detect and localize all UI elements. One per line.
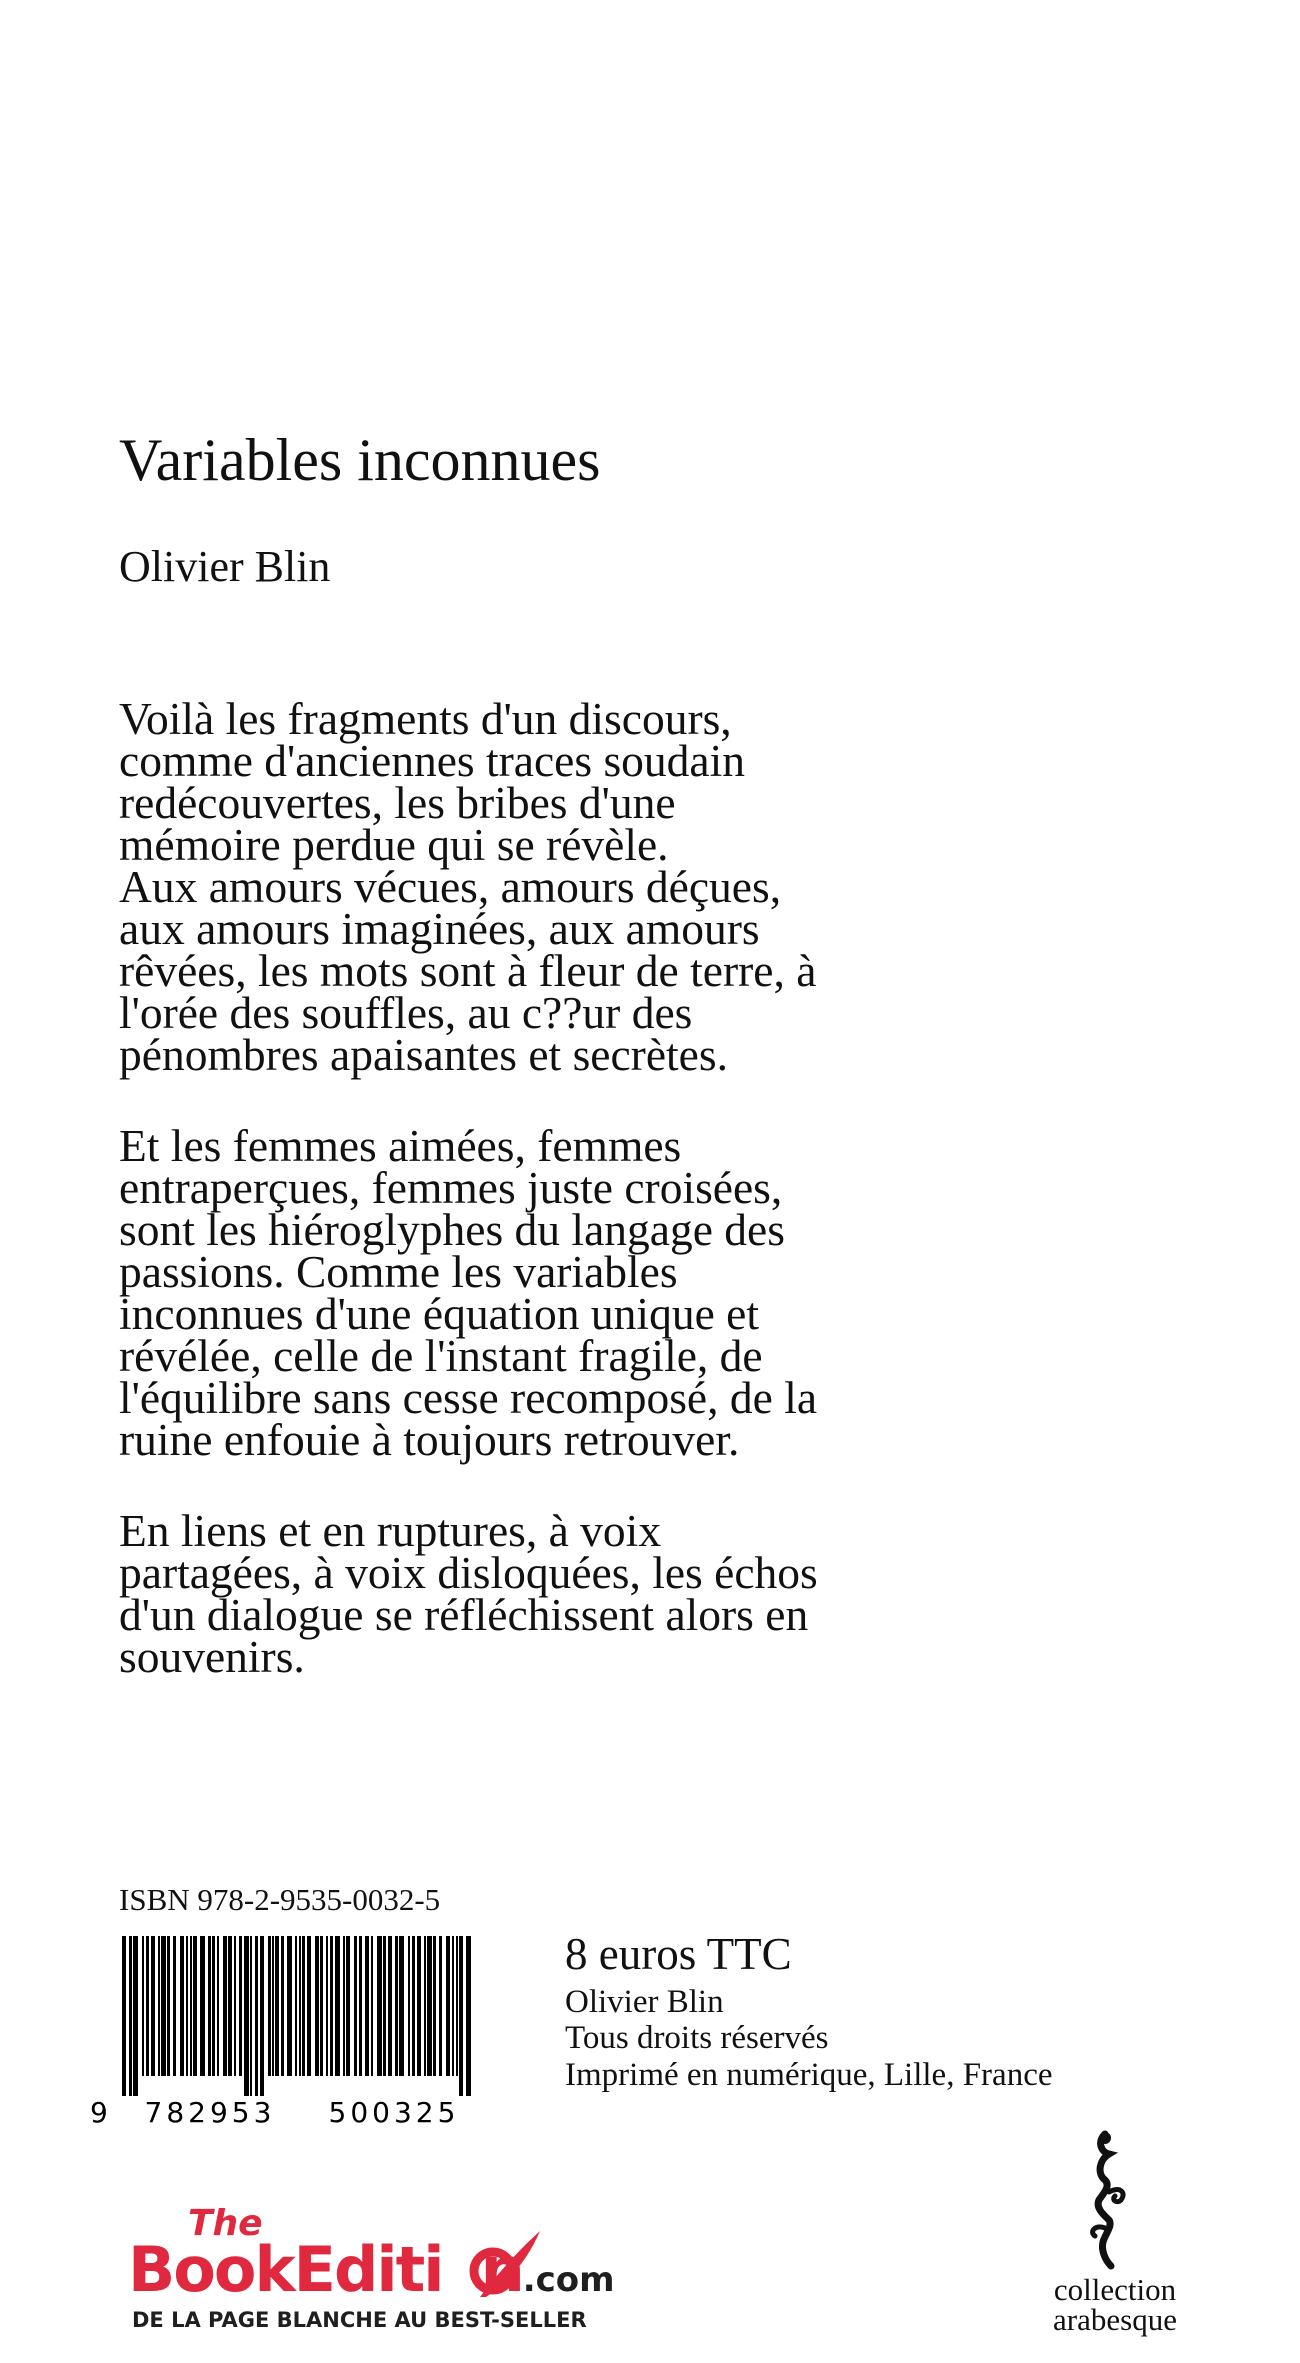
barcode-bar bbox=[173, 1936, 176, 2076]
blurb-line: Aux amours vécues, amours déçues, bbox=[119, 861, 782, 912]
blurb-line: ruine enfouie à toujours retrouver. bbox=[119, 1414, 740, 1465]
barcode-bar bbox=[408, 1936, 410, 2076]
logo-tagline: DE LA PAGE BLANCHE AU BEST-SELLER bbox=[132, 2308, 587, 2332]
rights-notice: Tous droits réservés bbox=[565, 2020, 829, 2056]
barcode-bar bbox=[133, 1936, 138, 2096]
blurb-paragraph-3 bbox=[119, 1505, 999, 1682]
barcode-bar bbox=[399, 1936, 404, 2076]
barcode-digits-right: 500325 bbox=[328, 2096, 460, 2129]
barcode-bar bbox=[346, 1936, 350, 2076]
barcode-bar bbox=[228, 1936, 232, 2076]
barcode-bar bbox=[459, 1936, 463, 2096]
barcode-bar bbox=[239, 1936, 242, 2076]
arabesque-ornament-icon bbox=[1075, 2130, 1135, 2270]
barcode-bar bbox=[212, 1936, 215, 2076]
barcode-bar bbox=[287, 1936, 292, 2076]
barcode-bar bbox=[354, 1936, 357, 2076]
barcode-bar bbox=[446, 1936, 450, 2076]
blurb-line: pénombres apaisantes et secrètes. bbox=[119, 1029, 728, 1080]
logo-the: The bbox=[188, 2203, 263, 2244]
blurb-line: révélée, celle de l'instant fragile, de bbox=[119, 1330, 763, 1381]
price: 8 euros TTC bbox=[565, 1929, 792, 1979]
blurb-line: En liens et en ruptures, à voix bbox=[119, 1505, 662, 1556]
blurb-line: d'un dialogue se réfléchissent alors en bbox=[119, 1589, 809, 1640]
barcode-bar bbox=[359, 1936, 362, 2076]
barcode-bar bbox=[433, 1936, 436, 2076]
barcode-bar bbox=[307, 1936, 311, 2076]
collection-line-1: collection bbox=[1053, 2272, 1177, 2307]
barcode-bar bbox=[466, 1936, 471, 2096]
isbn-label: ISBN 978-2-9535-0032-5 bbox=[119, 1882, 441, 1917]
blurb-line: Et les femmes aimées, femmes bbox=[119, 1120, 682, 1171]
barcode bbox=[82, 1930, 492, 2130]
barcode-bar bbox=[427, 1936, 432, 2076]
blurb-line: l'équilibre sans cesse recomposé, de la bbox=[119, 1372, 818, 1423]
barcode-bar bbox=[186, 1936, 188, 2076]
logo-brand-a: BookEditi bbox=[128, 2233, 443, 2306]
copyright-holder: Olivier Blin bbox=[565, 1984, 724, 2020]
barcode-bar bbox=[302, 1936, 305, 2076]
barcode-bar bbox=[281, 1936, 284, 2076]
blurb-line: Voilà les fragments d'un discours, bbox=[119, 693, 732, 744]
blurb-line: souvenirs. bbox=[119, 1631, 305, 1682]
blurb-line: passions. Comme les variables bbox=[119, 1246, 678, 1297]
barcode-bar bbox=[167, 1936, 170, 2076]
blurb-paragraph-2 bbox=[119, 1120, 999, 1465]
barcode-bar bbox=[234, 1936, 236, 2076]
barcode-bar bbox=[383, 1936, 386, 2076]
collection-label bbox=[1050, 2272, 1180, 2337]
barcode-bar bbox=[158, 1936, 160, 2076]
barcode-bar bbox=[371, 1936, 373, 2076]
logo-brand bbox=[128, 2233, 615, 2306]
barcode-bar bbox=[388, 1936, 392, 2076]
barcode-bar bbox=[223, 1936, 227, 2076]
blurb-line: rêvées, les mots sont à fleur de terre, à bbox=[119, 945, 817, 996]
barcode-bar bbox=[129, 1936, 132, 2096]
barcode-bar bbox=[377, 1936, 382, 2076]
barcode-bar bbox=[250, 1936, 252, 2096]
barcode-bar bbox=[335, 1936, 340, 2076]
blurb-line: entraperçues, femmes juste croisées, bbox=[119, 1162, 783, 1213]
collection-line-2: arabesque bbox=[1053, 2302, 1177, 2337]
barcode-bar bbox=[260, 1936, 264, 2096]
barcode-bar bbox=[275, 1936, 279, 2076]
blurb-line: redécouvertes, les bribes d'une bbox=[119, 777, 676, 828]
barcode-bar bbox=[320, 1936, 323, 2076]
book-title: Variables inconnues bbox=[119, 427, 601, 493]
blurb-line: inconnues d'une équation unique et bbox=[119, 1288, 759, 1339]
barcode-bar bbox=[439, 1936, 442, 2076]
barcode-bar bbox=[161, 1936, 166, 2076]
blurb-line: l'orée des souffles, au c??ur des bbox=[119, 987, 693, 1038]
barcode-bar bbox=[315, 1936, 319, 2076]
barcode-bar bbox=[326, 1936, 328, 2076]
blurb-line: mémoire perdue qui se révèle. bbox=[119, 819, 669, 870]
barcode-digit-first: 9 bbox=[90, 2096, 108, 2129]
blurb-line: partagées, à voix disloquées, les échos bbox=[119, 1547, 818, 1598]
barcode-bar bbox=[200, 1936, 205, 2076]
barcode-bar bbox=[244, 1936, 249, 2096]
barcode-bar bbox=[208, 1936, 211, 2076]
barcode-bar bbox=[424, 1936, 426, 2076]
blurb-paragraph-1 bbox=[119, 693, 999, 1080]
barcode-bar bbox=[268, 1936, 271, 2076]
barcode-bar bbox=[142, 1936, 144, 2076]
barcode-digits-left: 782953 bbox=[144, 2096, 276, 2129]
printing-notice: Imprimé en numérique, Lille, France bbox=[565, 2057, 1053, 2093]
barcode-bar bbox=[452, 1936, 454, 2076]
barcode-bar bbox=[330, 1936, 333, 2076]
blurb-line: sont les hiéroglyphes du langage des bbox=[119, 1204, 785, 1255]
barcode-bar bbox=[180, 1936, 184, 2076]
barcode-bar bbox=[122, 1936, 126, 2096]
book-author: Olivier Blin bbox=[119, 542, 331, 591]
barcode-bar bbox=[295, 1936, 297, 2076]
barcode-bar bbox=[395, 1936, 398, 2076]
barcode-bar bbox=[299, 1936, 301, 2076]
barcode-bar bbox=[417, 1936, 421, 2076]
barcode-bar bbox=[193, 1936, 197, 2076]
barcode-bar bbox=[343, 1936, 345, 2076]
blurb-line: comme d'anciennes traces soudain bbox=[119, 735, 746, 786]
barcode-bar bbox=[272, 1936, 274, 2076]
barcode-bar bbox=[146, 1936, 149, 2076]
barcode-bar bbox=[412, 1936, 415, 2076]
logo-domain: .com bbox=[522, 2260, 615, 2300]
barcode-bar bbox=[217, 1936, 219, 2076]
barcode-bar bbox=[255, 1936, 258, 2096]
barcode-bar bbox=[190, 1936, 192, 2076]
logo-brand-b: n bbox=[480, 2233, 523, 2306]
barcode-bar bbox=[456, 1936, 458, 2076]
barcode-bar bbox=[365, 1936, 369, 2076]
barcode-bar bbox=[151, 1936, 155, 2076]
bookedition-logo bbox=[128, 2193, 728, 2333]
blurb-line: aux amours imaginées, aux amours bbox=[119, 903, 760, 954]
